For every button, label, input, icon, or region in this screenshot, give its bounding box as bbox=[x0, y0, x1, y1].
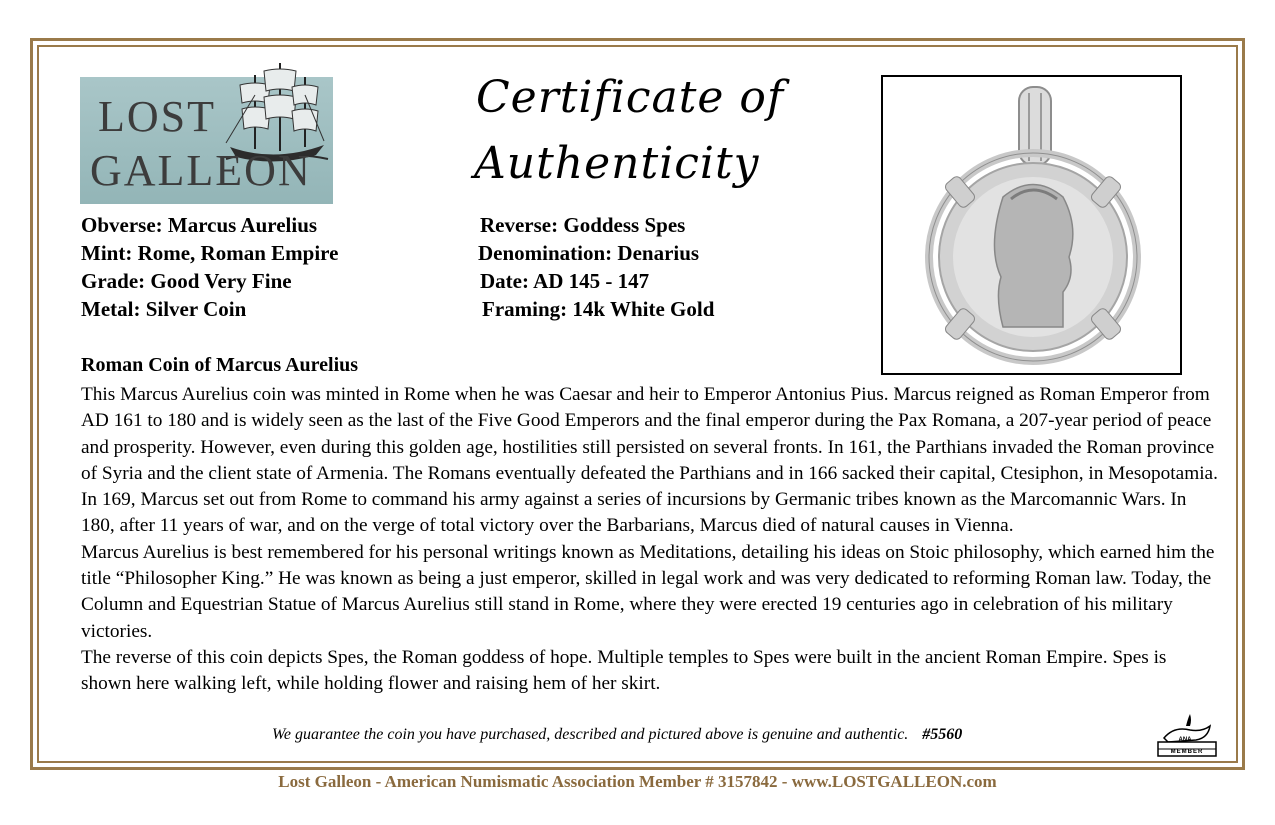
description-paragraph: Marcus Aurelius is best remembered for his personal writings known as Meditations, detailing his ideas on Stoic philosophy, which earned him the title “Philosopher King.” He was known as being a just emperor, skilled in legal work and was very dedicated to reforming Roman law. Today, the Column and Equestrian Statue of Marcus Aurelius still stand in Rome, where they were erected 19 centuries ago in celebration of his military victories. bbox=[81, 541, 1215, 642]
ana-badge-sublabel: MEMBER bbox=[1170, 749, 1204, 755]
attr-obverse: Obverse: Marcus Aurelius bbox=[81, 213, 318, 237]
footer-contact: Lost Galleon - American Numismatic Association Member # 3157842 - www.LOSTGALLEON.com bbox=[278, 772, 997, 791]
attr-date: Date: AD 145 - 147 bbox=[480, 269, 650, 293]
attr-denomination: Denomination: Denarius bbox=[478, 241, 700, 265]
description-paragraph: This Marcus Aurelius coin was minted in Rome when he was Caesar and heir to Emperor Antonius Pius. Marcus reigned as Roman Emperor from AD 161 to 180 and is widely seen as the last of the Five Good Emperors and the final emperor during the Pax Romana, a 207-year period of peace and prosperity. However, even during this golden age, hostilities still persisted on several fronts. In 161, the Parthians invaded the Roman province of Syria and the client state of Armenia. The Romans eventually defeated the Parthians and in 166 sacked their capital, Ctesiphon, in Mesopotamia. In 169, Marcus set out from Rome to command his army against a series of incursions by Germanic tribes known as the Marcomannic Wars. In 180, after 11 years of war, and on the verge of total victory over the Barbarians, Marcus died of natural causes in Vienna. bbox=[81, 384, 1218, 537]
coin-pendant-icon bbox=[883, 77, 1180, 373]
attr-grade: Grade: Good Very Fine bbox=[81, 269, 292, 293]
attr-metal: Metal: Silver Coin bbox=[81, 297, 247, 321]
guarantee-statement bbox=[272, 726, 962, 744]
attr-framing: Framing: 14k White Gold bbox=[482, 297, 715, 321]
logo-word-lost: LOST bbox=[98, 92, 216, 141]
logo-word-galleon: GALLEON bbox=[90, 146, 312, 195]
section-title: Roman Coin of Marcus Aurelius bbox=[81, 354, 359, 376]
coin-pendant-photo bbox=[881, 75, 1182, 375]
description-body bbox=[81, 382, 1221, 698]
certificate-number: #5560 bbox=[922, 726, 963, 743]
lost-galleon-logo bbox=[80, 77, 333, 204]
ana-badge-label: ANA bbox=[1178, 737, 1192, 743]
guarantee-text: We guarantee the coin you have purchased, described and pictured above is genuine and authentic. bbox=[272, 726, 909, 743]
attr-reverse: Reverse: Goddess Spes bbox=[480, 213, 686, 237]
attr-mint: Mint: Rome, Roman Empire bbox=[81, 241, 339, 265]
ana-member-badge bbox=[1150, 712, 1220, 758]
title-line-2: Authenticity bbox=[474, 138, 760, 189]
title-line-1: Certificate of bbox=[476, 72, 785, 123]
description-paragraph: The reverse of this coin depicts Spes, the Roman goddess of hope. Multiple temples to Spes were built in the ancient Roman Empire. Spes is shown here walking left, while holding flower and raising hem of her skirt. bbox=[81, 646, 1167, 695]
